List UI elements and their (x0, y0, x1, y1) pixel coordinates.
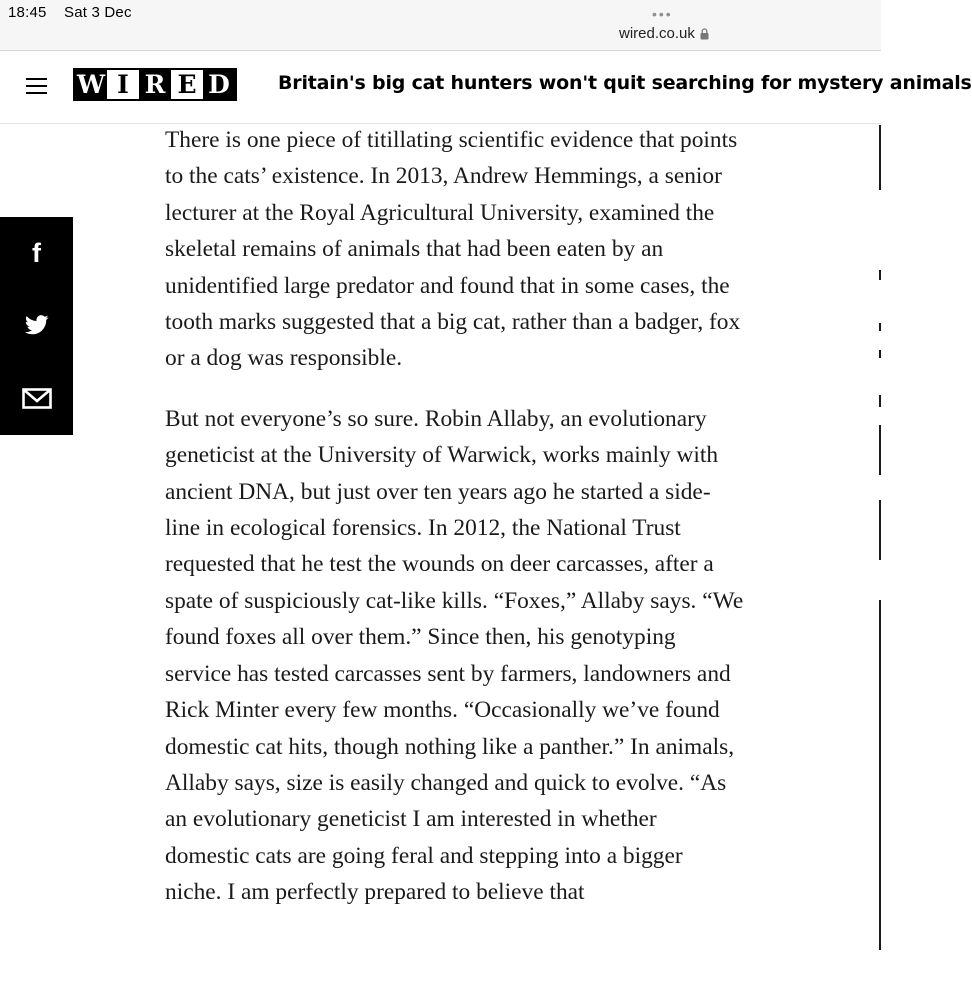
right-edge-content (879, 125, 881, 190)
tab-options-icon[interactable]: ••• (652, 6, 673, 22)
logo-letter: I (107, 70, 139, 99)
wired-logo[interactable] (73, 68, 237, 101)
right-edge-content (879, 395, 881, 407)
share-bar (0, 217, 73, 435)
logo-letter: E (171, 70, 203, 99)
right-edge-content (879, 425, 881, 475)
status-date: Sat 3 Dec (64, 4, 132, 21)
article-paragraph: But not everyone’s so sure. Robin Allaby, an evolutionary geneticist at the University of Warwick, works mainly with ancient DNA, but just over ten years ago he started a side-line in ecological forensics. In 2012, the National Trust requested that he test the wounds on deer carcasses, after a spate of suspiciously cat-like kills. “Foxes,” Allaby says. “We found foxes all over them.” Since then, his genotyping service has tested carcasses sent by farmers, landowners and Rick Minter every few months. “Occasionally we’ve found domestic cat hits, though nothing like a panther.” In animals, Allaby says, size is easily changed and quick to evolve. “As an evolutionary geneticist I am interested in whether domestic cats are going feral and stepping into a bigger niche. I am perfectly prepared to believe that (165, 405, 744, 906)
right-edge-content (879, 350, 881, 358)
status-bar (0, 0, 881, 51)
right-edge-content (879, 270, 881, 280)
facebook-icon: f (32, 237, 41, 268)
right-edge-content (879, 600, 881, 950)
url-text: wired.co.uk (619, 25, 695, 42)
status-time: 18:45 (8, 4, 47, 21)
article-headline: Britain's big cat hunters won't quit searching for mystery animals (278, 72, 972, 94)
email-share-button[interactable] (0, 362, 73, 434)
logo-letter: R (139, 70, 171, 99)
twitter-share-button[interactable] (0, 289, 73, 361)
right-edge-content (879, 500, 881, 560)
site-header (0, 51, 972, 124)
twitter-icon (25, 315, 49, 335)
article-body (165, 122, 745, 935)
article-paragraph: There is one piece of titillating scientific evidence that points to the cats’ existence. In 2013, Andrew Hemmings, a senior lecturer at the Royal Agricultural University, examined the skeletal remains of animals that had been eaten by an unidentified large predator and found that in some cases, the tooth marks suggested that a big cat, rather than a badger, fox or a dog was responsible. (165, 127, 741, 372)
logo-letter: D (203, 70, 235, 99)
facebook-share-button[interactable] (0, 217, 73, 289)
menu-icon[interactable] (26, 78, 47, 94)
lock-icon (700, 28, 709, 40)
right-edge-content (879, 323, 881, 331)
logo-letter: W (76, 70, 106, 99)
email-icon (22, 388, 52, 409)
address-bar[interactable] (619, 25, 709, 42)
